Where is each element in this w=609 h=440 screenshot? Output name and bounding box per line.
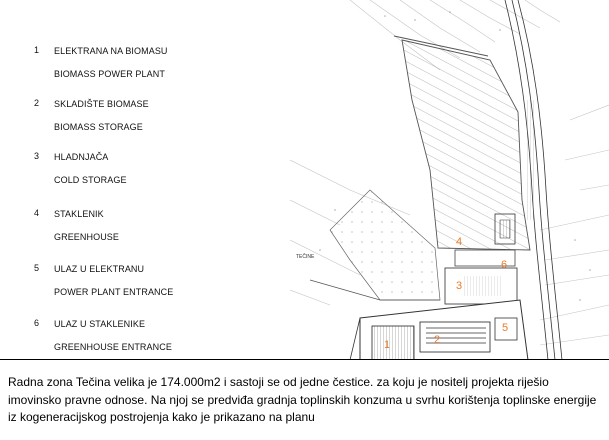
legend-label-local: SKLADIŠTE BIOMASE <box>54 99 149 109</box>
road-hatch <box>526 100 536 220</box>
greenhouse-area <box>402 40 530 250</box>
caption-text: Radna zona Tečina velika je 174.000m2 i sastoji se od jedne čestice. za koju je nositelj projekta riješio imovinsko pravne odnose. Na njoj se predviđa gradnja toplinskih konzuma u svrhu korištenja toplinske energije iz kogeneracijskog postrojenja kako je prikazano na planu <box>8 375 597 424</box>
legend-label-english: COLD STORAGE <box>54 175 127 185</box>
field-area <box>330 190 440 300</box>
legend-number: 6 <box>34 318 40 328</box>
legend-label-english: GREENHOUSE ENTRANCE <box>54 342 172 352</box>
legend-label-local: HLADNJAČA <box>54 152 109 162</box>
legend-label-english: POWER PLANT ENTRANCE <box>54 287 174 297</box>
marker-power-plant-entrance: 5 <box>502 322 509 334</box>
marker-greenhouse: 4 <box>456 236 463 248</box>
legend-number: 5 <box>34 263 40 273</box>
place-label: TEČINE <box>296 254 315 260</box>
legend-label-local: ULAZ U ELEKTRANU <box>54 264 145 274</box>
legend-number: 1 <box>34 45 40 55</box>
caption-box <box>0 359 609 440</box>
legend <box>0 0 290 360</box>
biomass-storage-building <box>420 322 490 352</box>
site-plan-drawing <box>290 0 609 360</box>
legend-label-english: GREENHOUSE <box>54 232 120 242</box>
marker-greenhouse-entrance: 6 <box>501 259 508 271</box>
marker-power-plant: 1 <box>384 339 391 351</box>
legend-number: 2 <box>34 98 40 108</box>
marker-biomass-storage: 2 <box>434 334 441 346</box>
legend-label-local: ULAZ U STAKLENIKE <box>54 319 146 329</box>
legend-label-local: ELEKTRANA NA BIOMASU <box>54 46 168 56</box>
legend-number: 4 <box>34 208 40 218</box>
legend-label-english: BIOMASS POWER PLANT <box>54 69 165 79</box>
marker-cold-storage: 3 <box>456 280 463 292</box>
legend-number: 3 <box>34 151 40 161</box>
legend-label-english: BIOMASS STORAGE <box>54 122 143 132</box>
legend-label-local: STAKLENIK <box>54 209 104 219</box>
power-plant-building <box>372 326 414 360</box>
